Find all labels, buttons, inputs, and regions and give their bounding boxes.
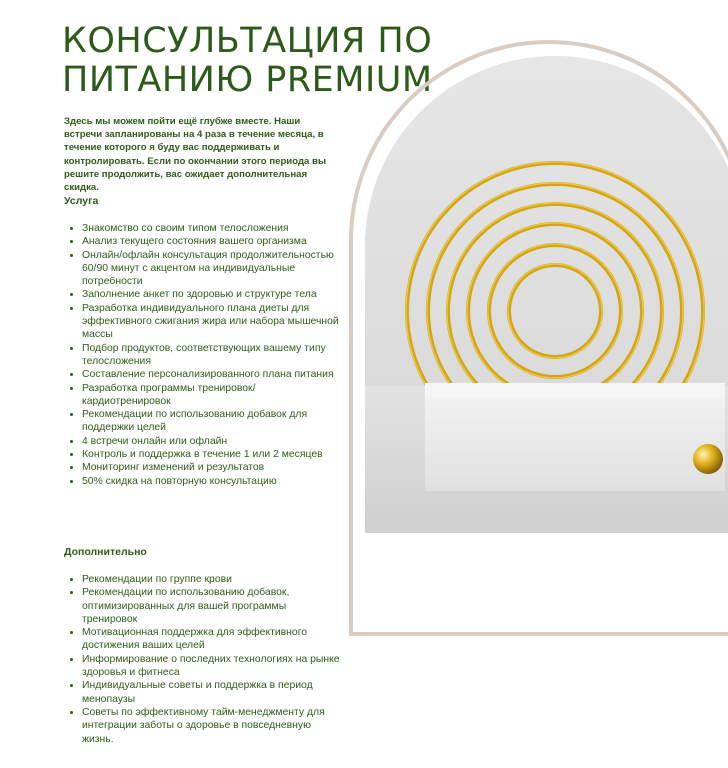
list-item: • Информирование о последних технологиях на рынке здоровья и фитнеса [82, 653, 344, 680]
additional-heading: Дополнительно [64, 546, 147, 558]
list-item: • 4 встречи онлайн или офлайн [82, 435, 344, 448]
services-heading: Услуга [64, 195, 99, 207]
list-item: • Советы по эффективному тайм-менеджменту для интеграции заботы о здоровье в повседневную жизнь. [82, 706, 344, 746]
intro-paragraph: Здесь мы можем пойти ещё глубже вместе. Наши встречи запланированы на 4 раза в течение месяца, в течение которого я буду вас поддерживать и контролировать. Если по окончании этого периода вы решите продолжить, вас ожидает дополнительная скидка. [64, 116, 327, 194]
additional-list [64, 573, 344, 746]
list-item: • Рекомендации по группе крови [82, 573, 344, 586]
list-item: • Знакомство со своим типом телосложения [82, 222, 344, 235]
page-title: КОНСУЛЬТАЦИЯ ПО ПИТАНИЮ PREMIUM [62, 21, 433, 100]
list-item: • Разработка программы тренировок/ кардиотренировок [82, 382, 344, 409]
list-item: • Составление персонализированного плана питания [82, 368, 344, 381]
list-item: • Мониторинг изменений и результатов [82, 461, 344, 474]
list-item: • Контроль и поддержка в течение 1 или 2 месяцев [82, 448, 344, 461]
list-item: • Подбор продуктов, соответствующих вашему типу телосложения [82, 342, 344, 369]
list-item: • Мотивационная поддержка для эффективного достижения ваших целей [82, 626, 344, 653]
list-item: • Заполнение анкет по здоровью и структуре тела [82, 288, 344, 301]
list-item: • Рекомендации по использованию добавок для поддержки целей [82, 408, 344, 435]
list-item: • 50% скидка на повторную консультацию [82, 475, 344, 488]
gold-rings-podium-image [365, 56, 728, 533]
list-item: • Анализ текущего состояния вашего организма [82, 235, 344, 248]
services-list [64, 222, 344, 488]
list-item: • Рекомендации по использованию добавок, оптимизированных для вашей программы тренировок [82, 586, 344, 626]
list-item: • Разработка индивидуального плана диеты для эффективного сжигания жира или набора мышечной массы [82, 302, 344, 342]
list-item: • Онлайн/офлайн консультация продолжительностью 60/90 минут с акцентом на индивидуальные потребности [82, 249, 344, 289]
arch-photo [365, 56, 728, 533]
list-item: • Индивидуальные советы и поддержка в период менопаузы [82, 679, 344, 706]
